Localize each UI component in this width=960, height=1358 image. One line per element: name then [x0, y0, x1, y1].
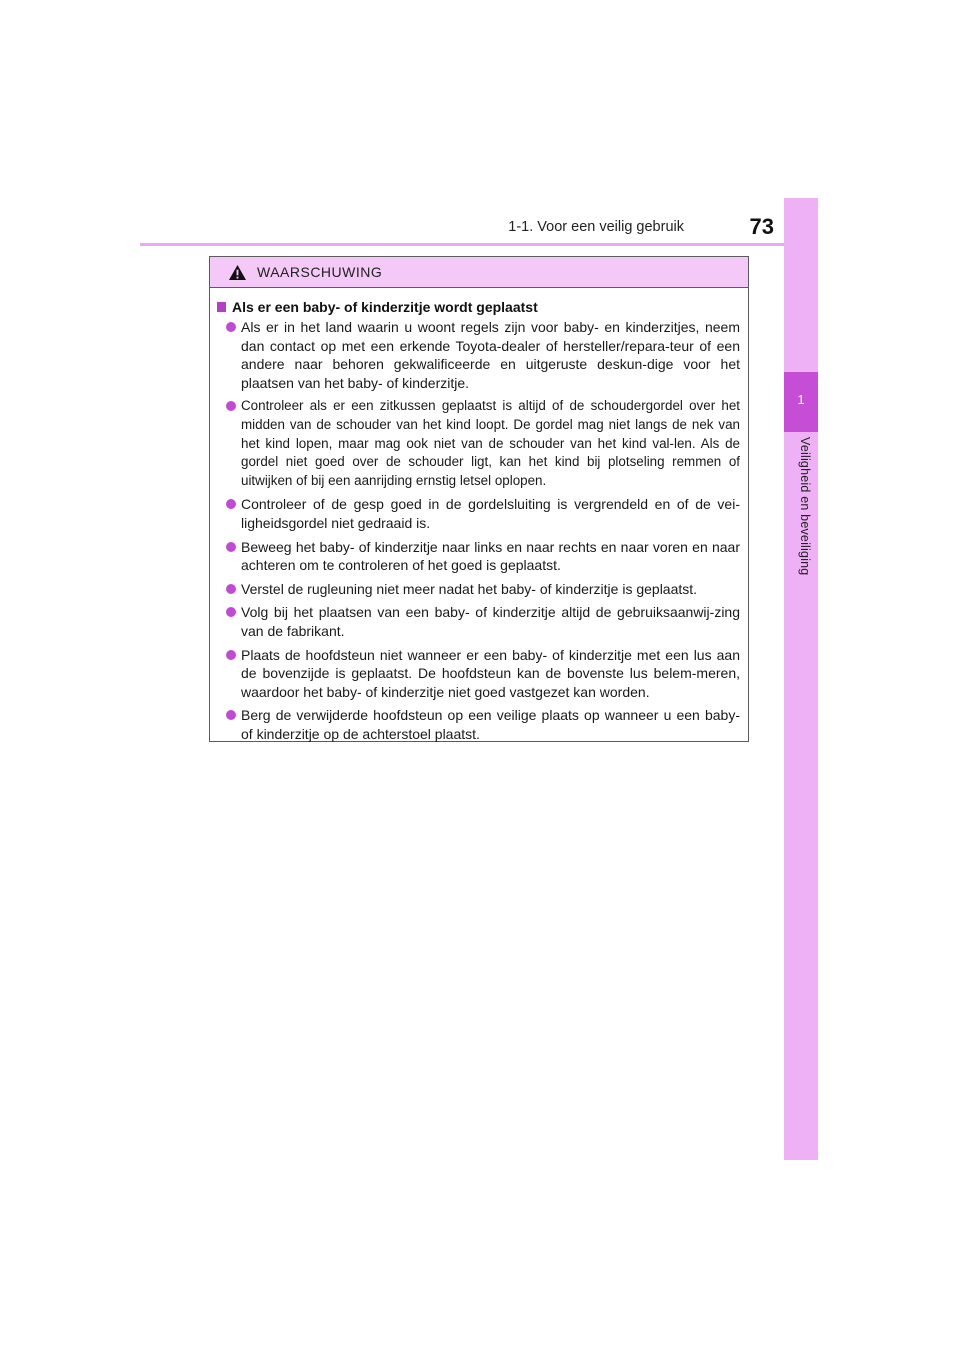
chapter-number: 1 — [797, 392, 805, 407]
warning-list — [217, 318, 740, 743]
section-heading — [217, 299, 740, 315]
circle-bullet-icon — [226, 584, 236, 594]
warning-body — [210, 288, 748, 743]
list-item: Verstel de rugleuning niet meer nadat het baby- of kinderzitje is geplaatst. — [217, 580, 740, 599]
list-item: Controleer of de gesp goed in de gordelsluiting is vergrendeld en of de vei-ligheidsgordel niet gedraaid is. — [217, 495, 740, 532]
chapter-title: Veiligheid en beveiliging — [798, 437, 812, 576]
warning-header — [210, 257, 748, 288]
warning-triangle-icon — [228, 264, 247, 281]
circle-bullet-icon — [226, 499, 236, 509]
warning-label: WAARSCHUWING — [257, 264, 383, 280]
header-divider — [140, 243, 818, 246]
list-item: Als er in het land waarin u woont regels zijn voor baby- en kinderzitjes, neem dan contact op met een erkende Toyota-dealer of hersteller/repara-teur of een andere naar behoren gekwalificeerde en uitgeruste deskun-dige voor het plaatsen van het baby- of kinderzitje. — [217, 318, 740, 392]
page-number: 73 — [749, 214, 774, 239]
list-item: Beweeg het baby- of kinderzitje naar links en naar rechts en naar voren en naar achteren om te controleren of het goed is geplaatst. — [217, 538, 740, 575]
list-item: Controleer als er een zitkussen geplaatst is altijd of de schoudergordel over het midden van de schouder van het kind loopt. De gordel mag niet langs de nek van het kind lopen, maar mag ook niet van de schouder van het kind val-len. Als de gordel niet goed over de schouder ligt, kan het kind bij plotseling remmen of uitwijken of bij een aanrijding ernstig letsel oplopen. — [217, 397, 740, 490]
circle-bullet-icon — [226, 650, 236, 660]
warning-box — [209, 256, 749, 742]
list-item: Berg de verwijderde hoofdsteun op een veilige plaats op wanneer u een baby- of kinderzitje op de achterstoel plaatst. — [217, 706, 740, 743]
square-bullet-icon — [217, 302, 226, 312]
running-header: 1-1. Voor een veilig gebruik — [508, 219, 684, 235]
circle-bullet-icon — [226, 542, 236, 552]
list-item: Plaats de hoofdsteun niet wanneer er een baby- of kinderzitje met een lus aan de bovenzijde is geplaatst. De hoofdsteun kan de bovenste lus belem-meren, waardoor het baby- of kinderzitje niet goed vastgezet kan worden. — [217, 646, 740, 702]
circle-bullet-icon — [226, 607, 236, 617]
section-heading-text: Als er een baby- of kinderzitje wordt geplaatst — [232, 299, 538, 315]
list-item: Volg bij het plaatsen van een baby- of kinderzitje altijd de gebruiksaanwij-zing van de fabrikant. — [217, 603, 740, 640]
circle-bullet-icon — [226, 401, 236, 411]
chapter-side-tab — [784, 198, 818, 1160]
circle-bullet-icon — [226, 710, 236, 720]
circle-bullet-icon — [226, 322, 236, 332]
